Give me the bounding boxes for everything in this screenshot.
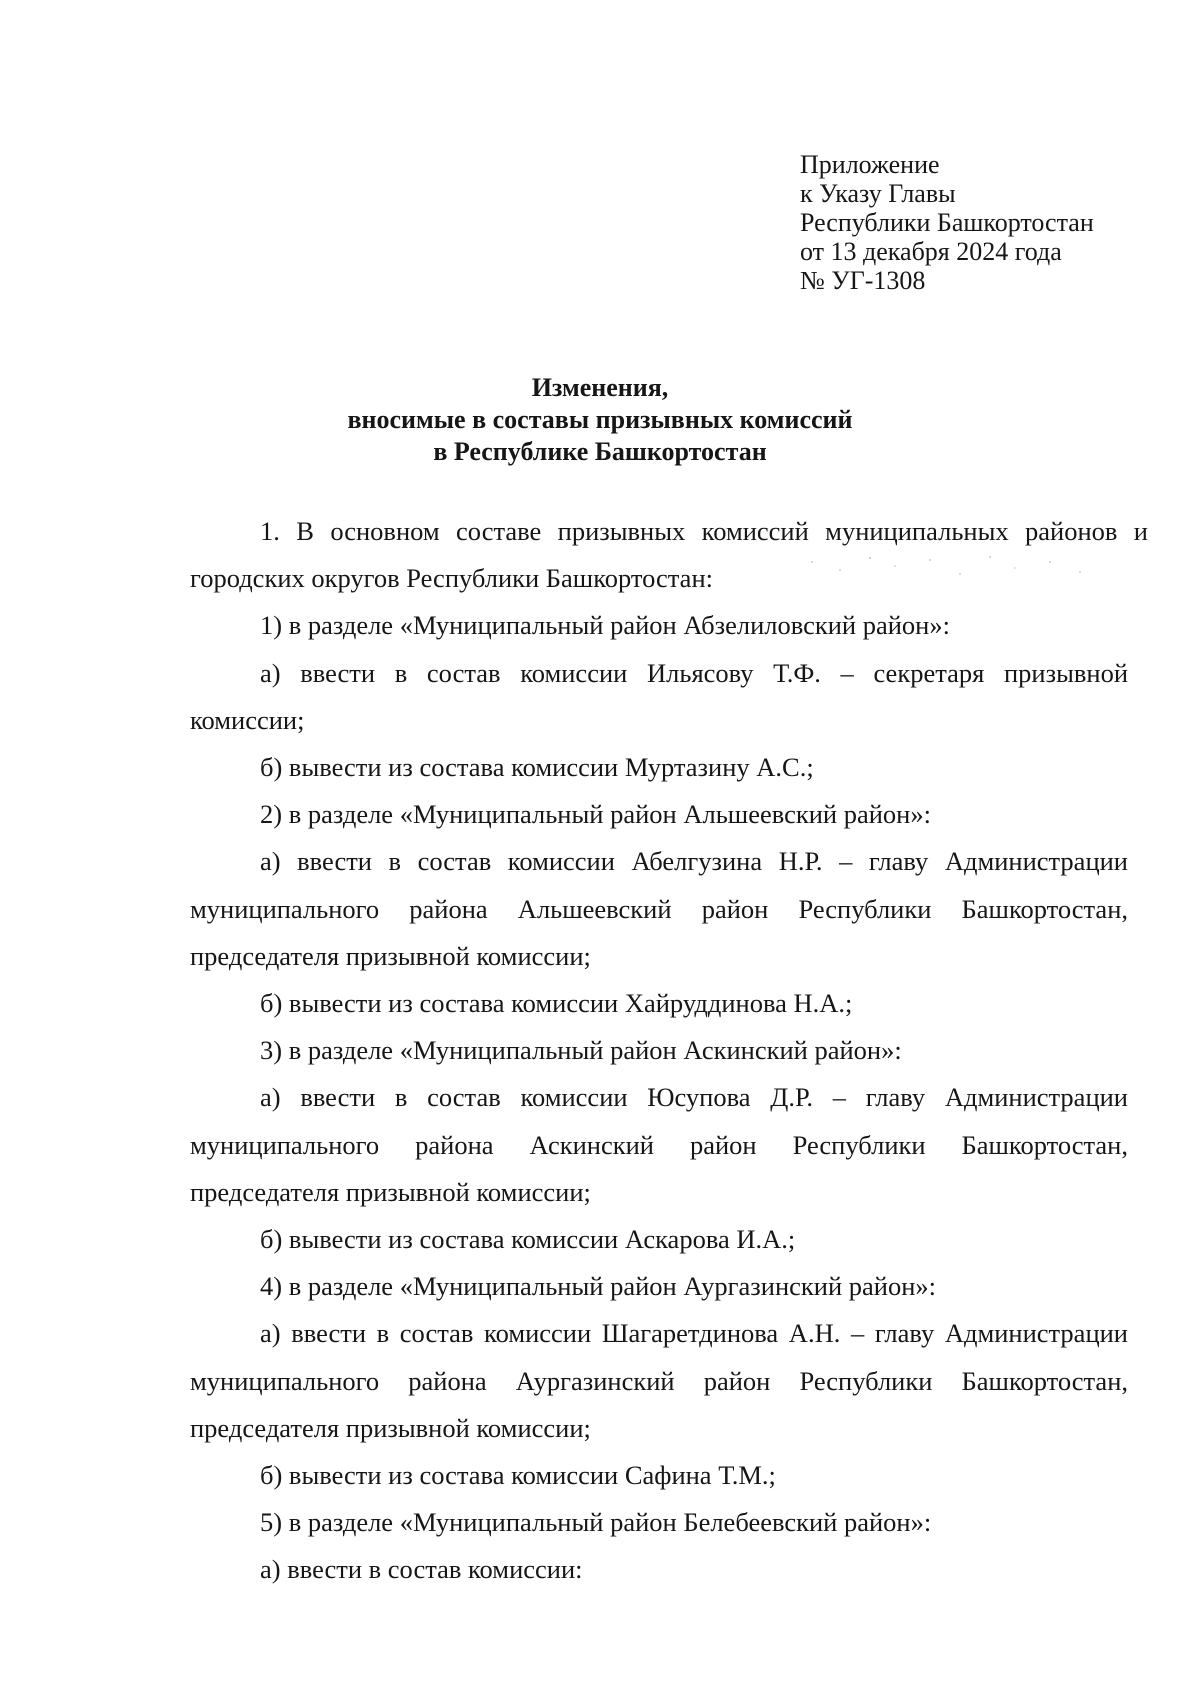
- paragraph: а) ввести в состав комиссии Шагаретдинова А.Н. – главу Администрации муниципального района Аургазинский район Республики Башкортостан, председателя призывной комиссии;: [190, 1318, 1128, 1443]
- paragraph: а) ввести в состав комиссии Абелгузина Н.Р. – главу Администрации муниципального района Альшеевский район Республики Башкортостан, председателя призывной комиссии;: [190, 846, 1128, 971]
- appendix-line: от 13 декабря 2024 года: [800, 237, 1062, 266]
- appendix-line: к Указу Главы: [800, 179, 956, 208]
- paragraph: 4) в разделе «Муниципальный район Аургазинский район»:: [260, 1271, 936, 1302]
- paragraph: а) ввести в состав комиссии Юсупова Д.Р. – главу Администрации муниципального района Аскинский район Республики Башкортостан, председателя призывной комиссии;: [190, 1082, 1128, 1207]
- paragraph: 5) в разделе «Муниципальный район Белебеевский район»:: [260, 1507, 932, 1538]
- document-body: [190, 508, 1148, 1594]
- paragraph: 1) в разделе «Муниципальный район Абзелиловский район»:: [260, 610, 950, 641]
- paragraph: а) ввести в состав комиссии:: [260, 1554, 583, 1585]
- title-line: в Республике Башкортостан: [433, 437, 767, 466]
- paragraph: а) ввести в состав комиссии Ильясову Т.Ф. – секретаря призывной комиссии;: [190, 657, 1128, 735]
- appendix-header: [800, 150, 1094, 295]
- paragraph: 2) в разделе «Муниципальный район Альшеевский район»:: [260, 799, 931, 830]
- title-line: вносимые в составы призывных комиссий: [347, 405, 853, 434]
- title-line: Изменения,: [531, 373, 669, 402]
- paragraph: б) вывести из состава комиссии Аскарова И.А.;: [260, 1224, 796, 1255]
- document-title: [0, 372, 1200, 468]
- paragraph: б) вывести из состава комиссии Хайруддинова Н.А.;: [260, 988, 853, 1019]
- paragraph: б) вывести из состава комиссии Сафина Т.М.;: [260, 1460, 776, 1491]
- appendix-line: Республики Башкортостан: [800, 208, 1094, 237]
- paragraph: 3) в разделе «Муниципальный район Аскинский район»:: [260, 1035, 902, 1066]
- paragraph: 1. В основном составе призывных комиссий муниципальных районов и городских округов Республики Башкортостан:: [190, 516, 1148, 594]
- appendix-line: Приложение: [800, 150, 940, 179]
- paragraph: б) вывести из состава комиссии Муртазину А.С.;: [260, 752, 814, 783]
- appendix-line: № УГ-1308: [800, 266, 926, 295]
